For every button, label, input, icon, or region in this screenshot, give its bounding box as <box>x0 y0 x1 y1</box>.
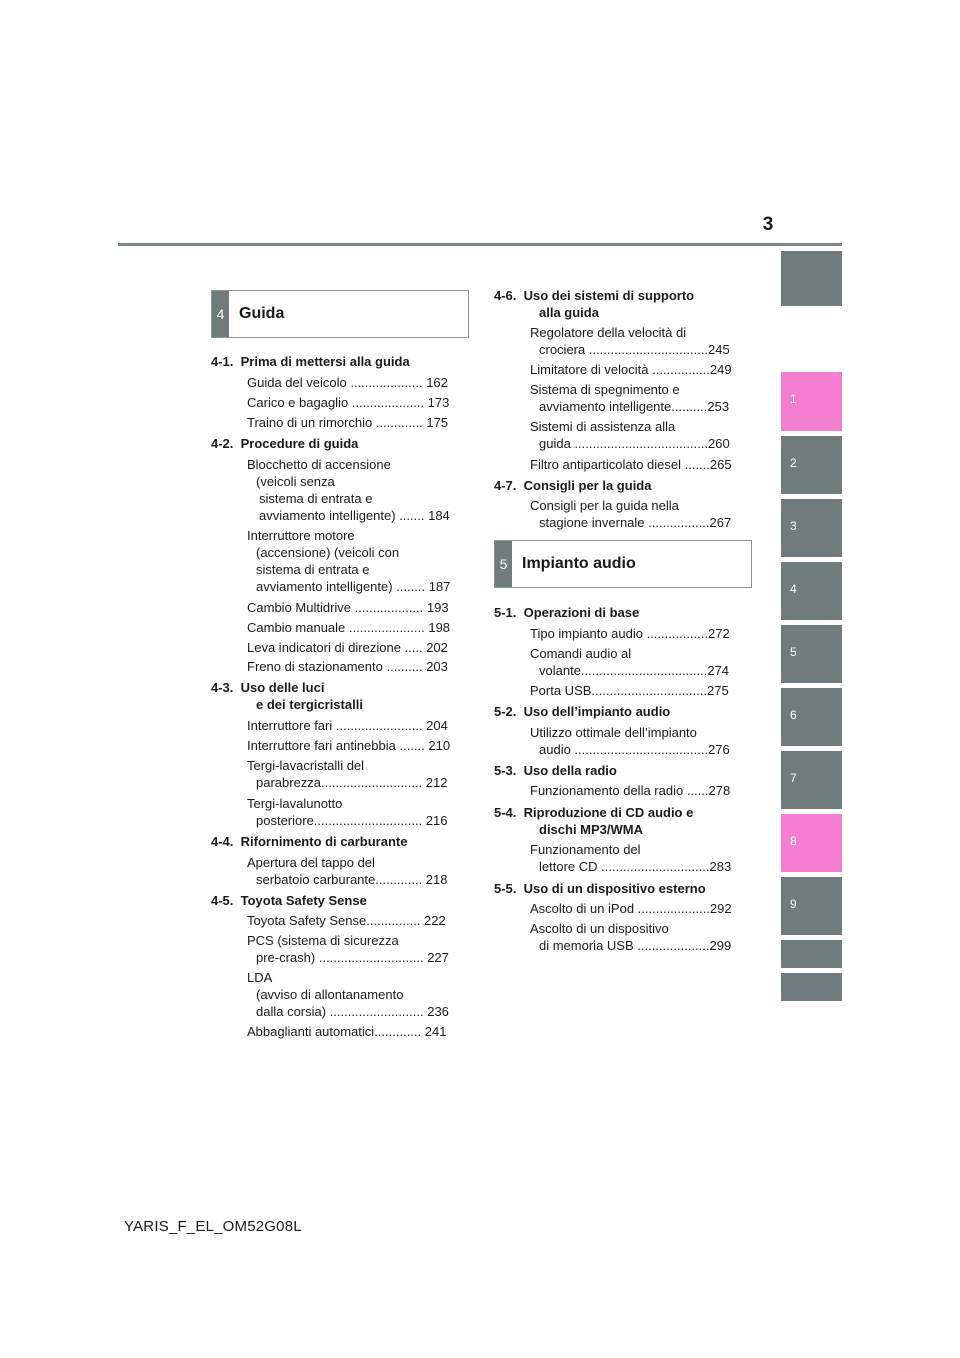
toc-entry[interactable]: Guida del veicolo .................... 162 <box>247 375 448 390</box>
toc-entry[interactable]: Freno di stazionamento .......... 203 <box>247 659 448 674</box>
toc-entry[interactable]: Tergi-lavacristalli del <box>247 758 365 773</box>
toc-entry[interactable]: LDA <box>247 970 273 985</box>
toc-entry[interactable]: Cambio manuale ..................... 198 <box>247 620 451 635</box>
toc-entry[interactable]: avviamento intelligente..........253 <box>539 399 730 414</box>
toc-entry[interactable]: Utilizzo ottimale dell’impianto <box>530 725 697 740</box>
toc-entry[interactable]: Carico e bagaglio .................... 173 <box>247 395 450 410</box>
toc-heading: 4-3. Uso delle luci <box>211 680 325 695</box>
side-tab-6[interactable]: 6 <box>781 688 842 746</box>
toc-entry[interactable]: avviamento intelligente) ........ 187 <box>256 579 451 594</box>
toc-entry[interactable]: PCS (sistema di sicurezza <box>247 933 399 948</box>
toc-entry[interactable]: guida .....................................260 <box>539 436 730 451</box>
section-title: Impianto audio <box>522 555 636 572</box>
toc-entry[interactable]: Funzionamento della radio ......278 <box>530 783 731 798</box>
toc-entry[interactable]: (avviso di allontanamento <box>256 987 404 1002</box>
toc-entry[interactable]: Traino di un rimorchio ............. 175 <box>247 415 449 430</box>
page-number: 3 <box>762 214 774 235</box>
side-tab-7[interactable]: 7 <box>781 751 842 809</box>
toc-heading: 4-6. Uso dei sistemi di supporto <box>494 288 695 303</box>
toc-entry[interactable]: audio .....................................276 <box>539 742 730 757</box>
toc-entry[interactable]: serbatoio carburante............. 218 <box>256 872 448 887</box>
toc-entry[interactable]: Interruttore fari antinebbia ....... 210 <box>247 738 451 753</box>
toc-entry[interactable]: Interruttore motore <box>247 528 355 543</box>
toc-heading: 4-7. Consigli per la guida <box>494 478 652 493</box>
section-header-guida <box>211 290 469 338</box>
side-tab-3[interactable]: 3 <box>781 499 842 557</box>
footer-code: YARIS_F_EL_OM52G08L <box>124 1218 302 1235</box>
toc-entry[interactable]: Limitatore di velocità ................249 <box>530 362 732 377</box>
toc-entry[interactable]: Toyota Safety Sense............... 222 <box>247 913 446 928</box>
side-tab-blank-1[interactable] <box>781 940 842 968</box>
side-tab-blank-top[interactable] <box>781 251 842 306</box>
toc-entry[interactable]: volante...................................274 <box>539 663 730 678</box>
toc-entry[interactable]: crociera .................................245 <box>539 342 730 357</box>
toc-heading: dischi MP3/WMA <box>539 822 644 837</box>
toc-entry[interactable]: Regolatore della velocità di <box>530 325 687 340</box>
section-title: Guida <box>239 305 285 322</box>
toc-entry[interactable]: Consigli per la guida nella <box>530 498 679 513</box>
side-tab-8[interactable]: 8 <box>781 814 842 872</box>
header-rule <box>118 243 842 246</box>
toc-entry[interactable]: sistema di entrata e <box>256 562 370 577</box>
side-tab-5[interactable]: 5 <box>781 625 842 683</box>
toc-entry[interactable]: Sistemi di assistenza alla <box>530 419 676 434</box>
toc-entry[interactable]: Ascolto di un iPod ....................292 <box>530 901 732 916</box>
toc-entry[interactable]: Sistema di spegnimento e <box>530 382 680 397</box>
side-tab-4[interactable]: 4 <box>781 562 842 620</box>
toc-entry[interactable]: di memoria USB ....................299 <box>539 938 732 953</box>
toc-entry[interactable]: (accensione) (veicoli con <box>256 545 400 560</box>
toc-entry[interactable]: Abbaglianti automatici............. 241 <box>247 1024 447 1039</box>
toc-heading: e dei tergicristalli <box>256 697 363 712</box>
toc-entry[interactable]: (veicoli senza <box>256 474 335 489</box>
toc-entry[interactable]: Apertura del tappo del <box>247 855 375 870</box>
side-tab-2[interactable]: 2 <box>781 436 842 494</box>
toc-entry[interactable]: Filtro antiparticolato diesel .......265 <box>530 457 732 472</box>
toc-heading: 5-2. Uso dell’impianto audio <box>494 704 671 719</box>
toc-heading: 5-5. Uso di un dispositivo esterno <box>494 881 706 896</box>
toc-heading: 5-3. Uso della radio <box>494 763 617 778</box>
toc-heading: 4-2. Procedure di guida <box>211 436 359 451</box>
section-number: 5 <box>495 541 512 587</box>
toc-heading: 4-5. Toyota Safety Sense <box>211 893 367 908</box>
section-header-impianto-audio <box>494 540 752 588</box>
toc-entry[interactable]: Interruttore fari ........................ 204 <box>247 718 448 733</box>
toc-heading: alla guida <box>539 305 599 320</box>
toc-heading: 4-4. Rifornimento di carburante <box>211 834 408 849</box>
toc-entry[interactable]: Funzionamento del <box>530 842 641 857</box>
toc-entry[interactable]: parabrezza............................ 212 <box>256 775 448 790</box>
toc-entry[interactable]: Comandi audio al <box>530 646 632 661</box>
toc-heading: 4-1. Prima di mettersi alla guida <box>211 354 410 369</box>
toc-entry[interactable]: lettore CD ..............................283 <box>539 859 732 874</box>
side-tab-1[interactable]: 1 <box>781 372 842 431</box>
side-tab-9[interactable]: 9 <box>781 877 842 935</box>
toc-heading: 5-1. Operazioni di base <box>494 605 640 620</box>
toc-entry[interactable]: Cambio Multidrive ................... 193 <box>247 600 449 615</box>
toc-entry[interactable]: sistema di entrata e <box>259 491 373 506</box>
toc-entry[interactable]: dalla corsia) .......................... 236 <box>256 1004 449 1019</box>
toc-entry[interactable]: posteriore.............................. 216 <box>256 813 448 828</box>
toc-entry[interactable]: Tergi-lavalunotto <box>247 796 343 811</box>
toc-entry[interactable]: Ascolto di un dispositivo <box>530 921 669 936</box>
toc-entry[interactable]: Blocchetto di accensione <box>247 457 391 472</box>
toc-entry[interactable]: pre-crash) ............................. 227 <box>256 950 449 965</box>
toc-entry[interactable]: Leva indicatori di direzione ..... 202 <box>247 640 448 655</box>
toc-entry[interactable]: stagione invernale .................267 <box>539 515 732 530</box>
toc-entry[interactable]: Porta USB................................275 <box>530 683 729 698</box>
toc-heading: 5-4. Riproduzione di CD audio e <box>494 805 694 820</box>
section-number: 4 <box>212 291 229 337</box>
toc-entry[interactable]: avviamento intelligente) ....... 184 <box>259 508 450 523</box>
toc-entry[interactable]: Tipo impianto audio .................272 <box>530 626 730 641</box>
side-tab-blank-2[interactable] <box>781 973 842 1001</box>
